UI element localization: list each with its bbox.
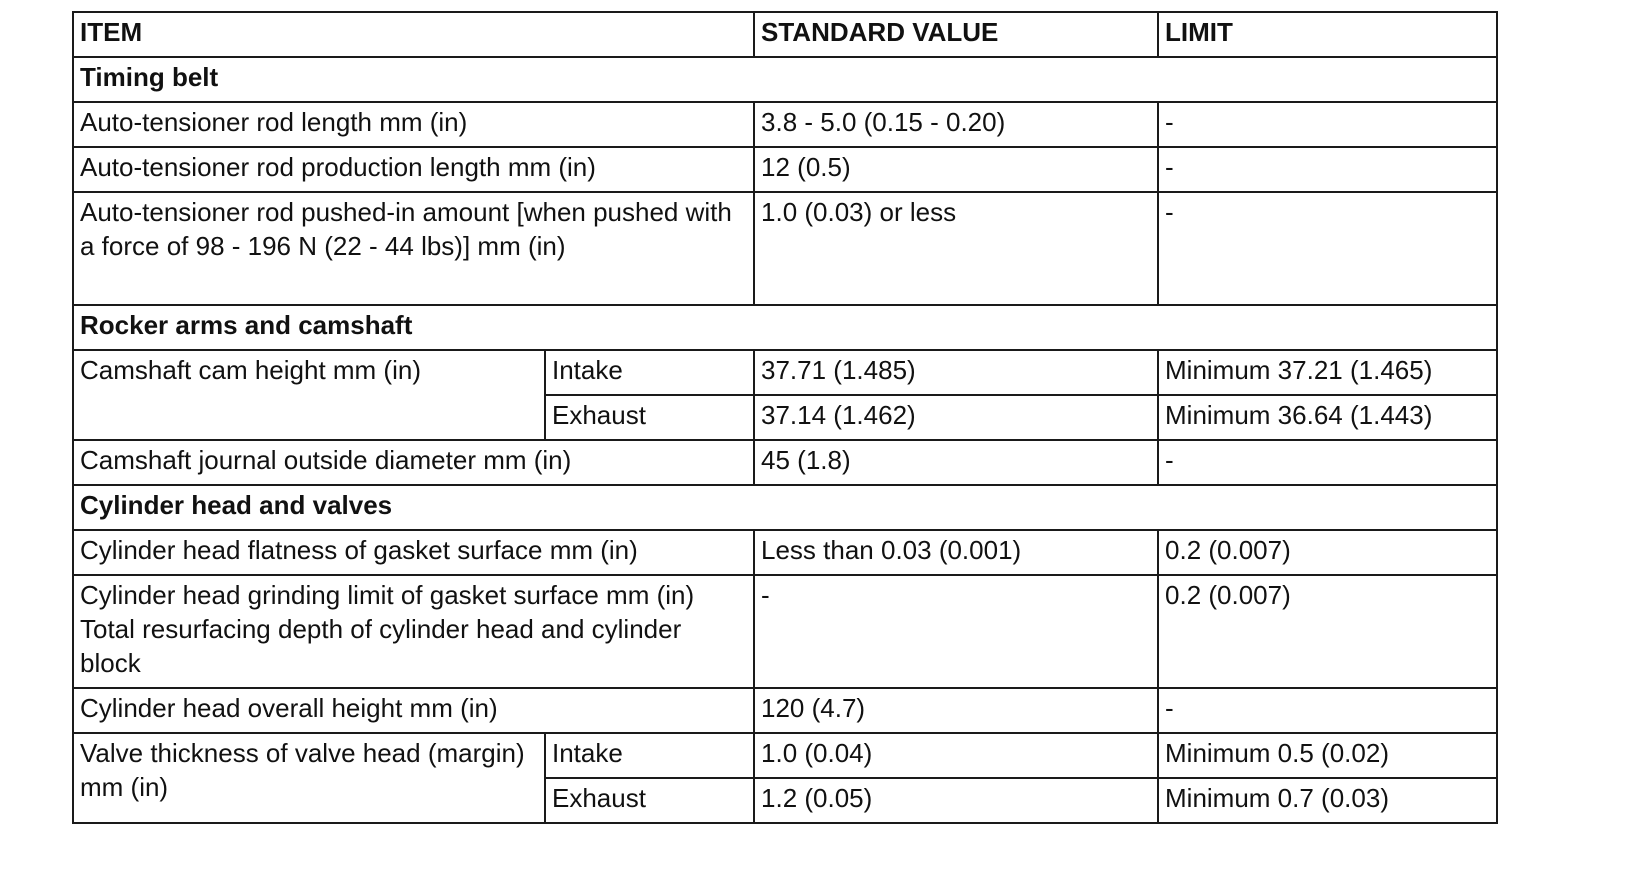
header-limit: LIMIT (1158, 12, 1497, 57)
limit-cell: Minimum 0.7 (0.03) (1158, 778, 1497, 823)
standard-value-cell: 1.0 (0.04) (754, 733, 1158, 778)
item-cell: Cylinder head grinding limit of gasket surface mm (in) Total resurfacing depth of cylinder head and cylinder block (73, 575, 754, 688)
sub-item-cell: Exhaust (545, 778, 754, 823)
limit-cell: - (1158, 440, 1497, 485)
item-cell: Auto-tensioner rod pushed-in amount [when pushed with a force of 98 - 196 N (22 - 44 lbs)] mm (in) (73, 192, 754, 305)
section-row (73, 57, 1497, 102)
section-title-cylinder-head: Cylinder head and valves (73, 485, 1497, 530)
standard-value-cell: 120 (4.7) (754, 688, 1158, 733)
limit-cell: Minimum 37.21 (1.465) (1158, 350, 1497, 395)
standard-value-cell: 37.71 (1.485) (754, 350, 1158, 395)
standard-value-cell: 1.0 (0.03) or less (754, 192, 1158, 305)
specifications-table (72, 11, 1498, 824)
table-row (73, 530, 1497, 575)
standard-value-cell: 3.8 - 5.0 (0.15 - 0.20) (754, 102, 1158, 147)
sub-item-cell: Exhaust (545, 395, 754, 440)
standard-value-cell: 12 (0.5) (754, 147, 1158, 192)
table-row (73, 102, 1497, 147)
standard-value-cell: Less than 0.03 (0.001) (754, 530, 1158, 575)
sub-item-cell: Intake (545, 350, 754, 395)
item-cell: Camshaft journal outside diameter mm (in) (73, 440, 754, 485)
standard-value-cell: - (754, 575, 1158, 688)
standard-value-cell: 37.14 (1.462) (754, 395, 1158, 440)
item-cell: Valve thickness of valve head (margin) mm (in) (73, 733, 545, 823)
section-row (73, 305, 1497, 350)
item-cell: Auto-tensioner rod production length mm (in) (73, 147, 754, 192)
limit-cell: Minimum 36.64 (1.443) (1158, 395, 1497, 440)
header-item: ITEM (73, 12, 754, 57)
limit-cell: - (1158, 192, 1497, 305)
item-cell: Cylinder head overall height mm (in) (73, 688, 754, 733)
table-row (73, 733, 1497, 778)
table-row (73, 350, 1497, 395)
limit-cell: 0.2 (0.007) (1158, 575, 1497, 688)
table-row (73, 575, 1497, 688)
limit-cell: - (1158, 147, 1497, 192)
item-cell: Auto-tensioner rod length mm (in) (73, 102, 754, 147)
table-row (73, 440, 1497, 485)
section-row (73, 485, 1497, 530)
item-cell: Camshaft cam height mm (in) (73, 350, 545, 440)
standard-value-cell: 1.2 (0.05) (754, 778, 1158, 823)
header-row (73, 12, 1497, 57)
limit-cell: - (1158, 102, 1497, 147)
table-row (73, 192, 1497, 305)
table-row (73, 688, 1497, 733)
limit-cell: 0.2 (0.007) (1158, 530, 1497, 575)
item-cell: Cylinder head flatness of gasket surface mm (in) (73, 530, 754, 575)
section-title-timing-belt: Timing belt (73, 57, 1497, 102)
sub-item-cell: Intake (545, 733, 754, 778)
limit-cell: - (1158, 688, 1497, 733)
section-title-rocker-arms: Rocker arms and camshaft (73, 305, 1497, 350)
limit-cell: Minimum 0.5 (0.02) (1158, 733, 1497, 778)
table-row (73, 147, 1497, 192)
standard-value-cell: 45 (1.8) (754, 440, 1158, 485)
header-standard-value: STANDARD VALUE (754, 12, 1158, 57)
